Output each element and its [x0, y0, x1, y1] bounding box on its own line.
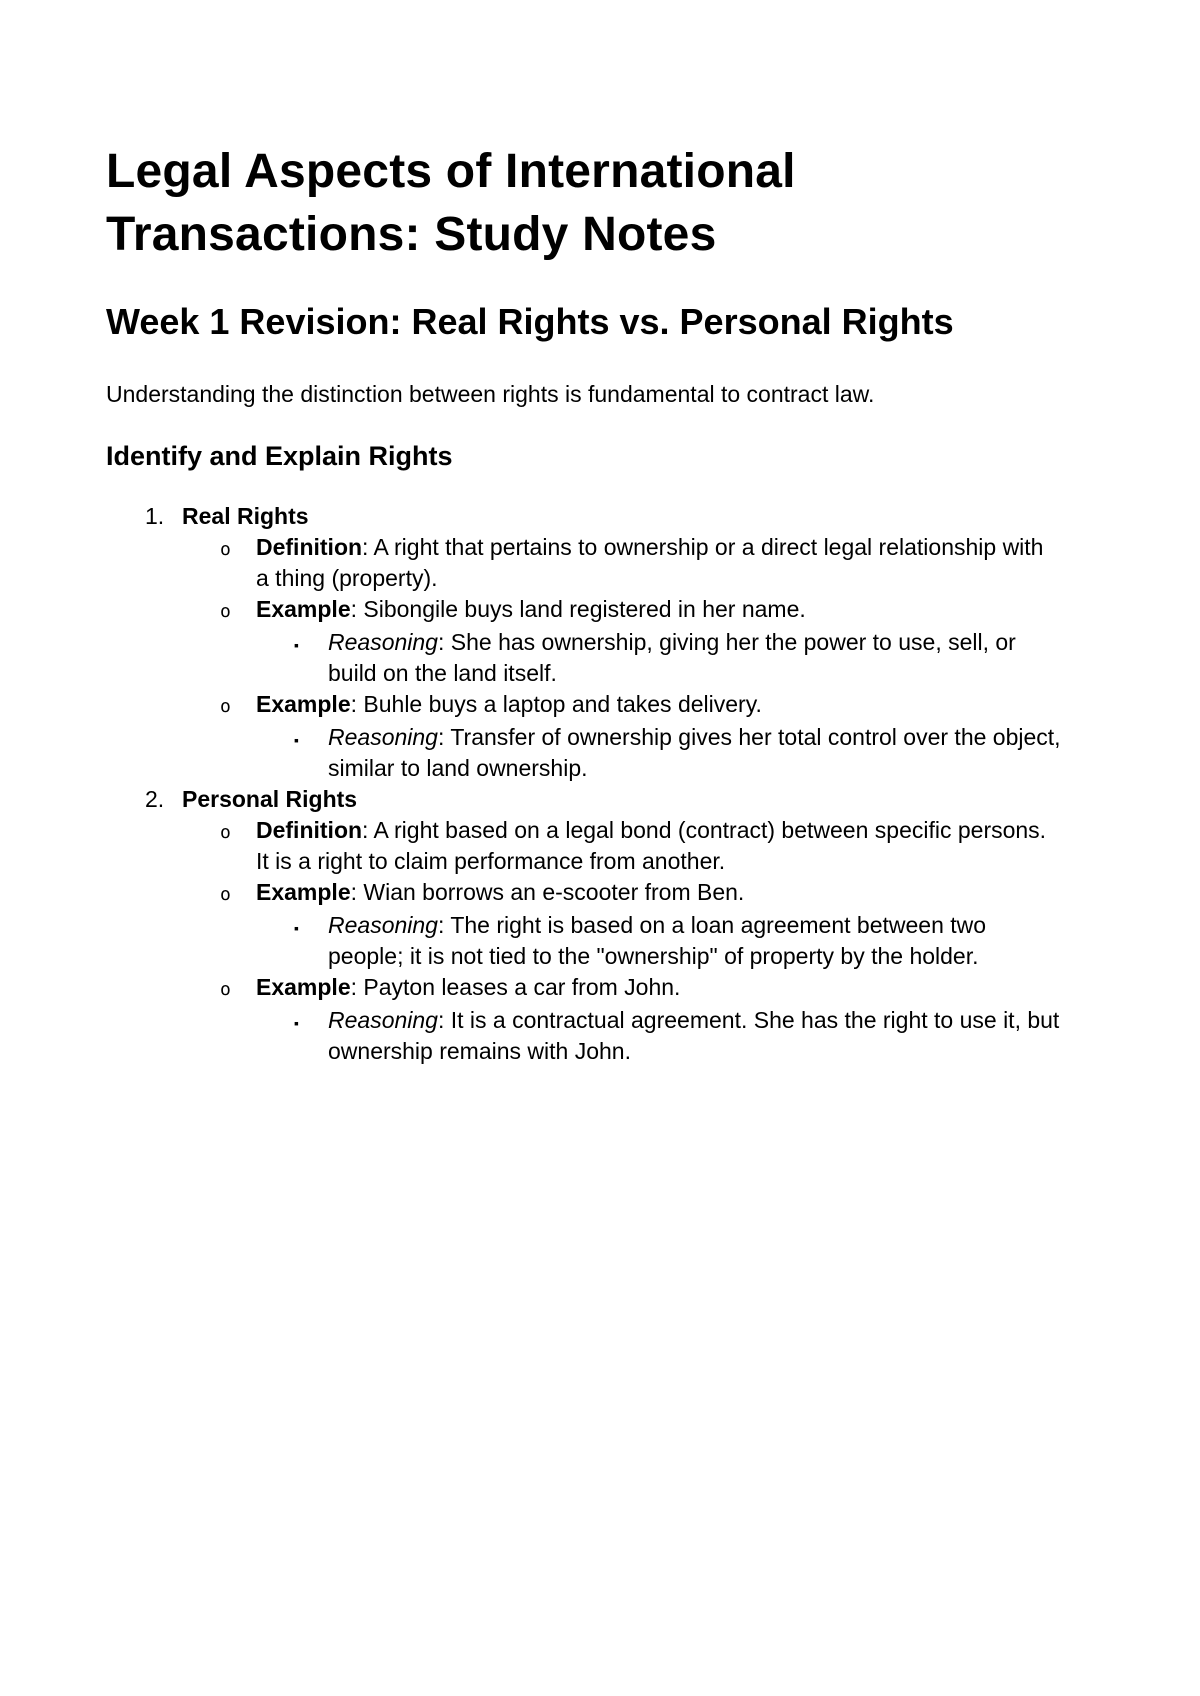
- list-text: [328, 1005, 1062, 1067]
- list-text: [256, 594, 806, 625]
- term-body: : A right based on a legal bond (contract) between specific persons. It is a right to claim performance from another.: [256, 816, 1047, 874]
- list-number: 2.: [145, 785, 165, 812]
- circle-bullet: o: [220, 883, 231, 905]
- sub-bullet-item-reasoning: [106, 910, 1062, 972]
- rights-list: [106, 501, 1062, 1067]
- circle-bullet: o: [220, 978, 231, 1000]
- bullet-item-example: [106, 689, 1062, 722]
- term-label: Example: [256, 973, 351, 1000]
- list-text: [256, 532, 1062, 594]
- term-label: Reasoning: [328, 723, 438, 750]
- term-label: Example: [256, 595, 351, 622]
- term-label: Reasoning: [328, 628, 438, 655]
- numbered-item-real-rights: [106, 501, 1062, 532]
- term-label: Definition: [256, 816, 363, 843]
- circle-bullet: o: [220, 600, 231, 622]
- circle-bullet: o: [220, 695, 231, 717]
- term-body: : Payton leases a car from John.: [350, 973, 681, 1000]
- list-text: [328, 627, 1062, 689]
- list-text: [256, 877, 744, 908]
- square-bullet: ▪: [294, 1014, 299, 1031]
- bullet-item-definition: [106, 815, 1062, 877]
- term-label: Example: [256, 878, 351, 905]
- list-text: [328, 722, 1062, 784]
- bullet-item-example: [106, 972, 1062, 1005]
- circle-bullet: o: [220, 821, 231, 843]
- term-label: Reasoning: [328, 1006, 438, 1033]
- term-body: : It is a contractual agreement. She has the right to use it, but ownership remains with John.: [328, 1006, 1060, 1064]
- list-number: 1.: [145, 502, 165, 529]
- term-label: Reasoning: [328, 911, 438, 938]
- term-label: Real Rights: [182, 502, 309, 529]
- term-label: Definition: [256, 533, 363, 560]
- list-text: [182, 784, 357, 815]
- sub-bullet-item-reasoning: [106, 1005, 1062, 1067]
- bullet-item-definition: [106, 532, 1062, 594]
- list-text: [256, 815, 1062, 877]
- intro-paragraph: Understanding the distinction between rights is fundamental to contract law.: [106, 381, 875, 407]
- bullet-item-example: [106, 877, 1062, 910]
- term-body: : Transfer of ownership gives her total control over the object, similar to land ownership.: [328, 723, 1061, 781]
- sub-bullet-item-reasoning: [106, 722, 1062, 784]
- term-body: : Wian borrows an e-scooter from Ben.: [350, 878, 745, 905]
- term-body: : Buhle buys a laptop and takes delivery.: [350, 690, 762, 717]
- square-bullet: ▪: [294, 919, 299, 936]
- list-text: [328, 910, 1062, 972]
- list-text: [256, 689, 762, 720]
- subsection-heading: Identify and Explain Rights: [106, 440, 453, 471]
- circle-bullet: o: [220, 538, 231, 560]
- square-bullet: ▪: [294, 731, 299, 748]
- term-body: : Sibongile buys land registered in her name.: [350, 595, 806, 622]
- square-bullet: ▪: [294, 636, 299, 653]
- term-body: : A right that pertains to ownership or a direct legal relationship with a thing (property).: [256, 533, 1044, 591]
- section-heading: Week 1 Revision: Real Rights vs. Personal Rights: [106, 301, 954, 342]
- document-title: Legal Aspects of International Transactions: Study Notes: [106, 145, 796, 261]
- term-body: : She has ownership, giving her the power to use, sell, or build on the land itself.: [328, 628, 1016, 686]
- bullet-item-example: [106, 594, 1062, 627]
- sub-bullet-item-reasoning: [106, 627, 1062, 689]
- term-label: Personal Rights: [182, 785, 358, 812]
- term-body: : The right is based on a loan agreement between two people; it is not tied to the "ownership" of property by the holder.: [328, 911, 987, 969]
- list-text: [182, 501, 309, 532]
- list-text: [256, 972, 680, 1003]
- term-label: Example: [256, 690, 351, 717]
- numbered-item-personal-rights: [106, 784, 1062, 815]
